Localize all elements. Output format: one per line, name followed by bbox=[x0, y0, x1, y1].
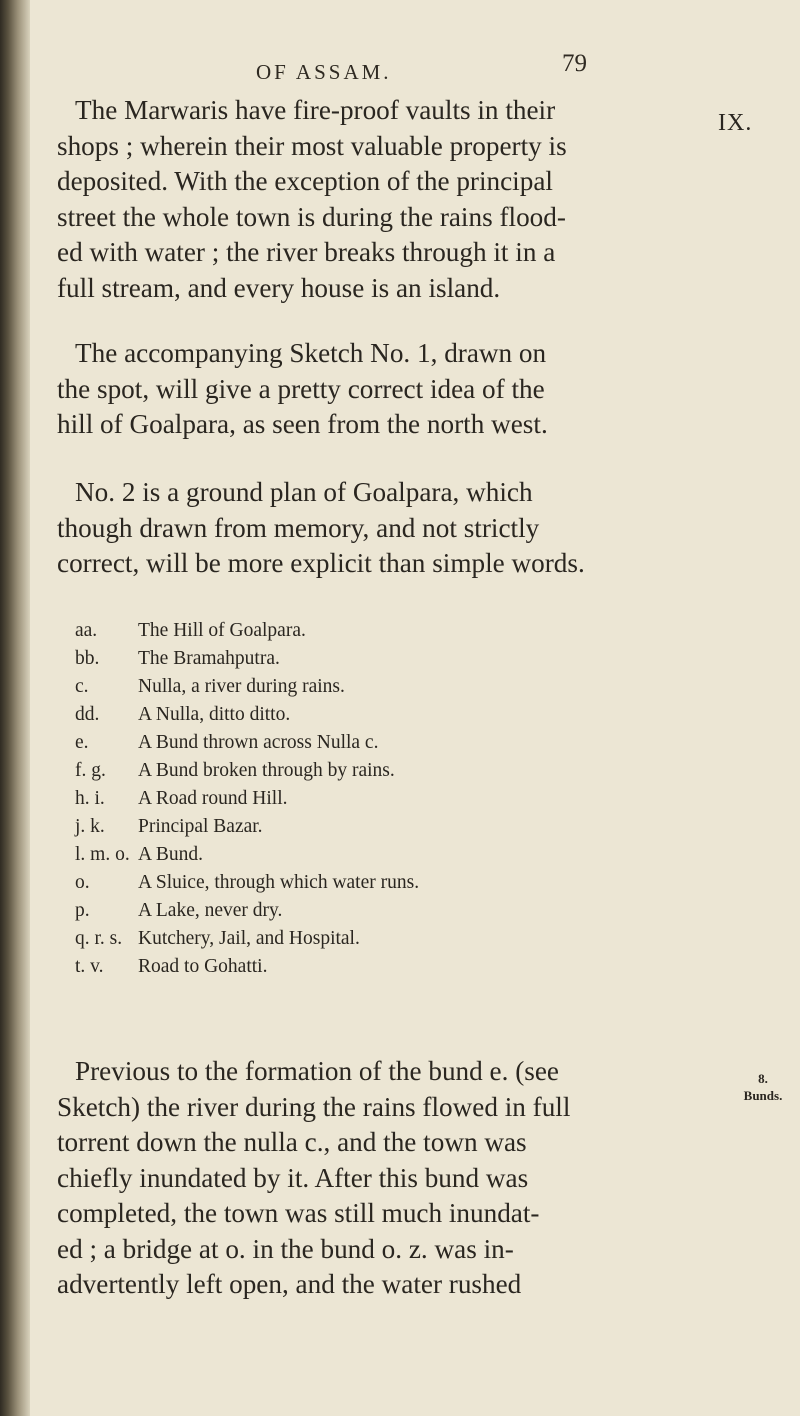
legend-key: f. g. bbox=[75, 760, 106, 781]
sketch-legend bbox=[75, 617, 675, 981]
margin-chapter-number: IX. bbox=[718, 110, 753, 136]
legend-key: j. k. bbox=[75, 816, 105, 837]
text-line: correct, will be more explicit than simple words. bbox=[57, 548, 585, 578]
legend-row bbox=[75, 813, 675, 841]
legend-key: aa. bbox=[75, 620, 98, 641]
paragraph-marwaris bbox=[57, 93, 697, 306]
legend-description: A Sluice, through which water runs. bbox=[138, 872, 420, 893]
legend-key: h. i. bbox=[75, 788, 105, 809]
text-line: Sketch) the river during the rains flowed in full bbox=[57, 1091, 571, 1122]
text-line: The Marwaris have fire-proof vaults in their bbox=[75, 95, 556, 125]
text-line: The accompanying Sketch No. 1, drawn on bbox=[75, 338, 547, 368]
legend-row bbox=[75, 953, 675, 981]
book-gutter-edge bbox=[0, 0, 30, 1416]
text-line: Previous to the formation of the bund e. (see bbox=[75, 1056, 559, 1086]
legend-row bbox=[75, 645, 675, 673]
legend-description: A Road round Hill. bbox=[138, 788, 288, 809]
legend-row bbox=[75, 729, 675, 757]
legend-key: p. bbox=[75, 900, 90, 921]
legend-row bbox=[75, 925, 675, 953]
margin-note-number: 8. bbox=[758, 1071, 768, 1086]
legend-key: t. v. bbox=[75, 956, 104, 977]
legend-key: e. bbox=[75, 732, 89, 753]
text-line: advertently left open, and the water rushed bbox=[57, 1269, 522, 1299]
legend-row bbox=[75, 701, 675, 729]
text-line: torrent down the nulla c., and the town was bbox=[57, 1127, 527, 1157]
legend-row bbox=[75, 673, 675, 701]
text-line: deposited. With the exception of the principal bbox=[57, 166, 553, 196]
legend-description: A Bund broken through by rains. bbox=[138, 760, 395, 781]
text-line: the spot, will give a pretty correct idea of the bbox=[57, 373, 545, 404]
margin-note-text: Bunds. bbox=[743, 1088, 783, 1103]
text-line: hill of Goalpara, as seen from the north west. bbox=[57, 409, 548, 439]
legend-row bbox=[75, 841, 675, 869]
legend-description: The Hill of Goalpara. bbox=[138, 620, 306, 641]
legend-description: Road to Gohatti. bbox=[138, 956, 268, 977]
legend-key: c. bbox=[75, 676, 89, 697]
legend-description: A Lake, never dry. bbox=[138, 900, 283, 921]
text-line: street the whole town is during the rains flood- bbox=[57, 201, 566, 232]
legend-row bbox=[75, 757, 675, 785]
margin-note bbox=[730, 1070, 796, 1104]
paragraph-sketch-1 bbox=[57, 336, 697, 443]
text-line: No. 2 is a ground plan of Goalpara, which bbox=[75, 477, 533, 507]
legend-key: l. m. o. bbox=[75, 844, 130, 865]
legend-description: A Nulla, ditto ditto. bbox=[138, 704, 291, 725]
text-line: ed with water ; the river breaks through it in a bbox=[57, 237, 556, 267]
legend-description: Nulla, a river during rains. bbox=[138, 676, 345, 697]
legend-row bbox=[75, 897, 675, 925]
legend-key: bb. bbox=[75, 648, 100, 669]
legend-description: Principal Bazar. bbox=[138, 816, 263, 837]
paragraph-bunds bbox=[57, 1054, 697, 1303]
text-line: completed, the town was still much inundat- bbox=[57, 1198, 540, 1228]
text-line: shops ; wherein their most valuable property is bbox=[57, 130, 567, 161]
legend-key: o. bbox=[75, 872, 90, 893]
legend-description: A Bund thrown across Nulla c. bbox=[138, 732, 379, 753]
text-line: ed ; a bridge at o. in the bund o. z. was in- bbox=[57, 1233, 514, 1264]
legend-description: The Bramahputra. bbox=[138, 648, 280, 669]
legend-description: Kutchery, Jail, and Hospital. bbox=[138, 928, 360, 949]
legend-row bbox=[75, 785, 675, 813]
page-header bbox=[0, 50, 800, 90]
legend-row bbox=[75, 869, 675, 897]
page-number: 79 bbox=[562, 50, 587, 77]
text-line: full stream, and every house is an island. bbox=[57, 272, 501, 303]
paragraph-sketch-2 bbox=[57, 475, 697, 582]
legend-key: q. r. s. bbox=[75, 928, 123, 949]
legend-key: dd. bbox=[75, 704, 100, 725]
text-line: though drawn from memory, and not strictly bbox=[57, 512, 540, 543]
text-line: chiefly inundated by it. After this bund was bbox=[57, 1162, 529, 1193]
running-title: OF ASSAM. bbox=[256, 60, 392, 84]
legend-row bbox=[75, 617, 675, 645]
legend-description: A Bund. bbox=[138, 844, 204, 865]
